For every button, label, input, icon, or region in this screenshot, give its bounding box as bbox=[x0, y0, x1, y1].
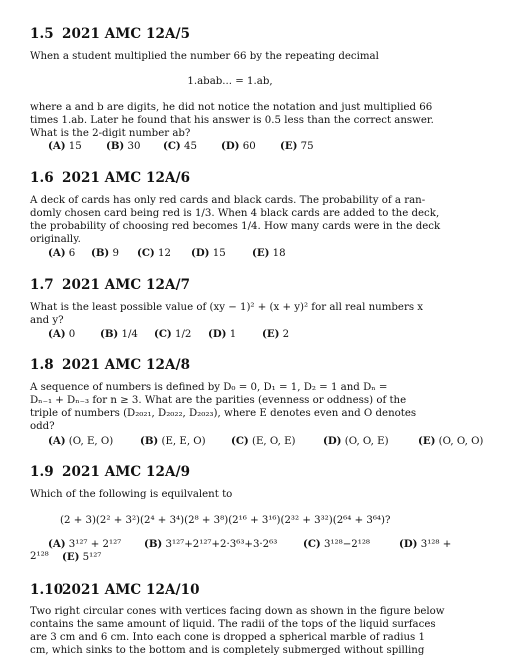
problem-heading bbox=[30, 26, 430, 42]
choice-a: (A) 0 bbox=[48, 328, 76, 340]
choice-d: (D) (O, O, E) bbox=[323, 435, 389, 447]
choice-c: (C) 3¹²⁸−2¹²⁸ bbox=[303, 538, 370, 550]
problem-number: 1.10 bbox=[30, 582, 64, 598]
problem-text: Dₙ₋₁ + Dₙ₋₃ for n ≥ 3. What are the parities (evenness or oddness) of the bbox=[30, 395, 407, 406]
problem-text: the probability of choosing red becomes 1/4. How many cards were in the deck bbox=[30, 221, 441, 232]
choice-d-continued: 2¹²⁸ bbox=[30, 551, 49, 562]
display-equation: 1.abab... = 1.ab, bbox=[187, 76, 273, 87]
problem-number: 1.7 bbox=[30, 277, 54, 293]
problem-1-10 bbox=[30, 582, 445, 656]
problem-1-9 bbox=[30, 464, 452, 563]
choice-c: (C) 45 bbox=[163, 140, 197, 152]
choice-a: (A) (O, E, O) bbox=[48, 435, 114, 447]
problem-title: 2021 AMC 12A/7 bbox=[62, 277, 191, 293]
choice-e: (E) 18 bbox=[252, 247, 286, 259]
choice-e: (E) 2 bbox=[262, 328, 290, 340]
choice-d: (D) 3¹²⁸ + bbox=[399, 538, 452, 550]
choice-b: (B) 9 bbox=[91, 247, 119, 259]
problem-title: 2021 AMC 12A/6 bbox=[62, 170, 191, 186]
choice-d: (D) 1 bbox=[208, 328, 237, 340]
problem-1-5 bbox=[30, 26, 434, 152]
problem-heading bbox=[30, 582, 430, 598]
problem-text: where a and b are digits, he did not notice the notation and just multiplied 66 bbox=[30, 102, 433, 113]
problem-text: and y? bbox=[30, 315, 64, 326]
problem-text: What is the least possible value of (xy − 1)² + (x + y)² for all real numbers x bbox=[30, 302, 424, 313]
problem-heading bbox=[30, 357, 430, 373]
problem-text: are 3 cm and 6 cm. Into each cone is dropped a spherical marble of radius 1 bbox=[30, 632, 425, 643]
problem-title: 2021 AMC 12A/10 bbox=[62, 582, 200, 598]
problem-number: 1.6 bbox=[30, 170, 54, 186]
problem-text: cm, which sinks to the bottom and is completely submerged without spilling bbox=[30, 645, 425, 656]
choice-e: (E) 75 bbox=[280, 140, 314, 152]
problem-title: 2021 AMC 12A/9 bbox=[62, 464, 191, 480]
problem-heading bbox=[30, 277, 430, 293]
problem-text: A deck of cards has only red cards and black cards. The probability of a ran- bbox=[30, 195, 426, 206]
choice-b: (B) 3¹²⁷+2¹²⁷+2·3⁶³+3·2⁶³ bbox=[144, 538, 278, 550]
problem-text: When a student multiplied the number 66 by the repeating decimal bbox=[30, 51, 379, 62]
choice-e: (E) 5¹²⁷ bbox=[62, 551, 102, 563]
problem-text: originally. bbox=[30, 234, 81, 245]
display-equation: (2 + 3)(2² + 3²)(2⁴ + 3⁴)(2⁸ + 3⁸)(2¹⁶ + 3¹⁶)(2³² + 3³²)(2⁶⁴ + 3⁶⁴)? bbox=[60, 515, 391, 526]
choice-c: (C) 1/2 bbox=[154, 328, 192, 340]
problem-title: 2021 AMC 12A/5 bbox=[62, 26, 191, 42]
choice-b: (B) (E, E, O) bbox=[140, 435, 206, 447]
choice-e: (E) (O, O, O) bbox=[418, 435, 484, 447]
problem-title: 2021 AMC 12A/8 bbox=[62, 357, 191, 373]
choice-b: (B) 1/4 bbox=[100, 328, 138, 340]
choice-c: (C) 12 bbox=[137, 247, 171, 259]
problem-text: Which of the following is equilvalent to bbox=[30, 489, 233, 500]
problem-text: Two right circular cones with vertices facing down as shown in the figure below bbox=[30, 606, 445, 617]
problem-text: triple of numbers (D₂₀₂₁, D₂₀₂₂, D₂₀₂₃), where E denotes even and O denotes bbox=[30, 408, 417, 419]
problem-text: contains the same amount of liquid. The radii of the tops of the liquid surfaces bbox=[30, 619, 436, 630]
problem-number: 1.8 bbox=[30, 357, 54, 373]
choice-c: (C) (E, O, E) bbox=[231, 435, 296, 447]
choice-b: (B) 30 bbox=[106, 140, 141, 152]
problem-heading bbox=[30, 464, 430, 480]
problem-text: times 1.ab. Later he found that his answer is 0.5 less than the correct answer. bbox=[30, 115, 434, 126]
problem-text: odd? bbox=[30, 421, 55, 432]
choice-d: (D) 15 bbox=[191, 247, 226, 259]
choice-a: (A) 15 bbox=[48, 140, 82, 152]
choice-d: (D) 60 bbox=[221, 140, 256, 152]
problem-1-6 bbox=[30, 170, 441, 259]
problem-text: domly chosen card being red is 1/3. When 4 black cards are added to the deck, bbox=[30, 208, 440, 219]
problem-heading bbox=[30, 170, 430, 186]
problem-text: A sequence of numbers is defined by D₀ = 0, D₁ = 1, D₂ = 1 and Dₙ = bbox=[30, 382, 388, 393]
choice-a: (A) 6 bbox=[48, 247, 76, 259]
problem-number: 1.5 bbox=[30, 26, 54, 42]
problem-1-7 bbox=[30, 277, 430, 340]
problem-text: What is the 2-digit number ab? bbox=[30, 128, 191, 139]
choice-a: (A) 3¹²⁷ + 2¹²⁷ bbox=[48, 538, 122, 550]
problem-1-8 bbox=[30, 357, 484, 447]
problem-number: 1.9 bbox=[30, 464, 54, 480]
